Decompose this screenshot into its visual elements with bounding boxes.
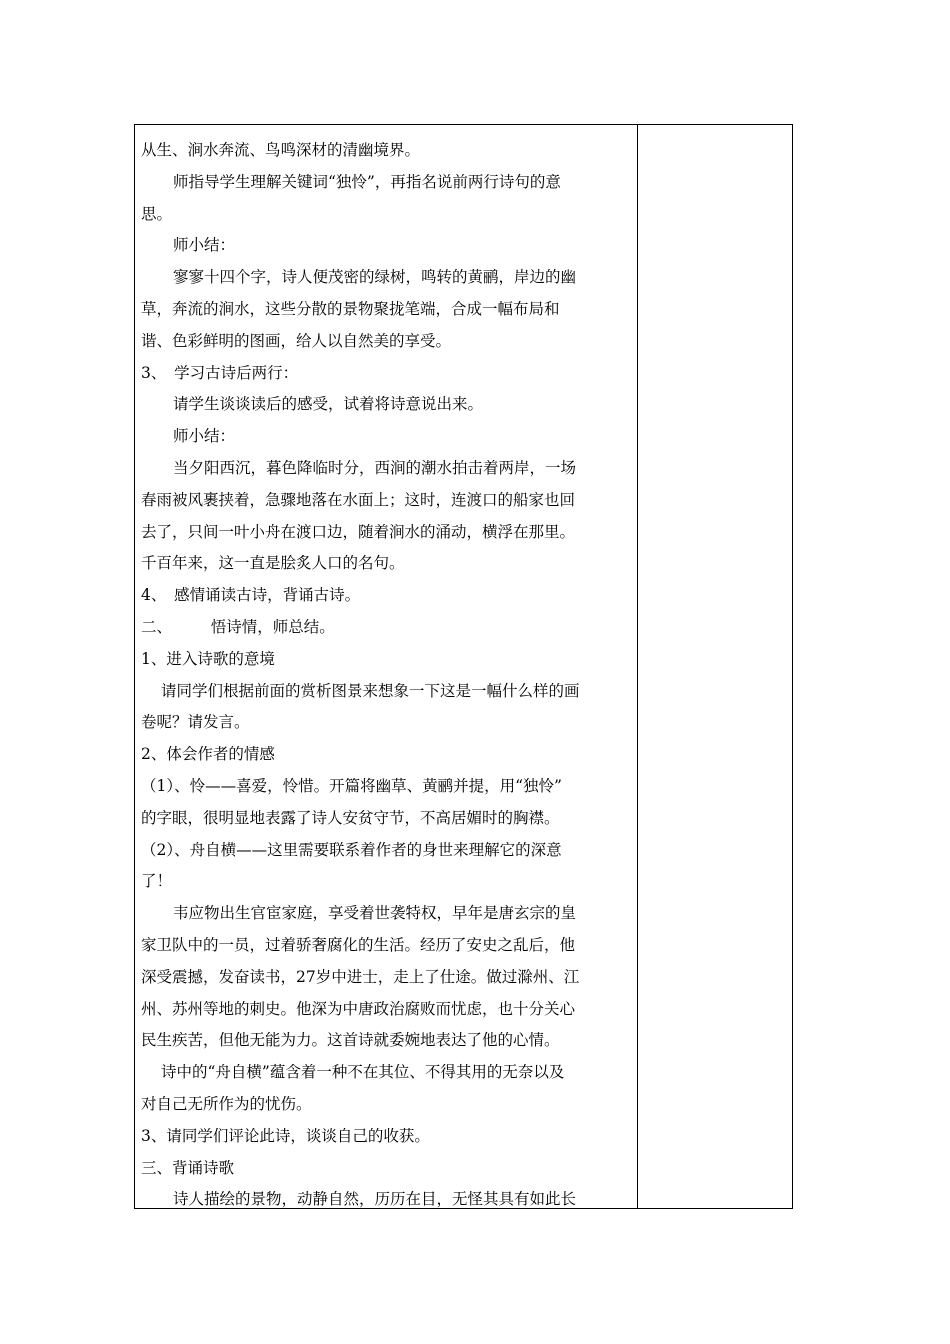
- text-line: 去了，只间一叶小舟在渡口边，随着涧水的涌动，横浮在那里。: [141, 522, 576, 541]
- lesson-content-cell: [141, 135, 629, 1216]
- text-line: 草，奔流的涧水，这些分散的景物聚拢笔端，合成一幅布局和: [141, 299, 560, 318]
- text-line: 谐、色彩鲜明的图画，给人以自然美的享受。: [141, 331, 452, 350]
- text-line: 师小结：: [173, 236, 236, 255]
- text-line: 千百年来，这一直是脍炙人口的名句。: [141, 554, 405, 573]
- text-line: 从生、涧水奔流、鸟鸣深材的清幽境界。: [141, 141, 421, 159]
- notes-cell: [638, 125, 792, 1208]
- text-line: 请学生谈谈读后的感受，试着将诗意说出来。: [173, 395, 484, 414]
- text-line: 三、背诵诗歌: [141, 1158, 235, 1177]
- text-line: 师小结：: [173, 427, 236, 446]
- text-line: 韦应物出生官宦家庭，享受着世袭特权，早年是唐玄宗的皇: [173, 904, 577, 923]
- text-line: 对自己无所作为的忧伤。: [141, 1094, 312, 1113]
- lesson-table: [134, 124, 793, 1209]
- text-line: 思。: [141, 204, 173, 223]
- text-line: 师指导学生理解关键词“独怜”，再指名说前两行诗句的意: [173, 172, 561, 191]
- text-line: 3、 学习古诗后两行：: [141, 363, 299, 382]
- text-line: 寥寥十四个字，诗人便茂密的绿树，鸣转的黄鹂，岸边的幽: [173, 268, 577, 287]
- text-line: （2）、舟自横——这里需要联系着作者的身世来理解它的深意: [141, 840, 562, 859]
- text-line: 二、 悟诗情，师总结。: [141, 617, 335, 636]
- text-line: 春雨被风裹挟着，急骤地落在水面上；这时，连渡口的船家也回: [141, 490, 576, 509]
- text-line: （1）、怜——喜爱，怜惜。开篇将幽草、黄鹂并提，用“独怜”: [141, 776, 562, 795]
- text-line: 了！: [141, 872, 173, 891]
- text-line: 1、进入诗歌的意境: [141, 649, 275, 668]
- text-line: 诗人描绘的景物，动静自然，历历在目，无怪其具有如此长: [173, 1190, 577, 1209]
- text-line: 家卫队中的一员，过着骄奢腐化的生活。经历了安史之乱后，他: [141, 935, 576, 954]
- text-line: 4、 感情诵读古诗，背诵古诗。: [141, 586, 361, 605]
- text-line: 卷呢？请发言。: [141, 713, 250, 732]
- text-line: 州、苏州等地的刺史。他深为中唐政治腐败而忧虑，也十分关心: [141, 999, 576, 1018]
- text-line: 深受震撼，发奋读书，27岁中进士，走上了仕途。做过滁州、江: [141, 967, 580, 986]
- text-line: 民生疾苦，但他无能为力。这首诗就委婉地表达了他的心情。: [141, 1031, 560, 1050]
- text-line: 当夕阳西沉，暮色降临时分，西涧的潮水拍击着两岸，一场: [173, 458, 577, 477]
- text-line: 3、请同学们评论此诗，谈谈自己的收获。: [141, 1126, 430, 1145]
- text-line: 诗中的“舟自横”蕴含着一种不在其位、不得其用的无奈以及: [161, 1063, 565, 1082]
- text-line: 请同学们根据前面的赏析图景来想象一下这是一幅什么样的画: [161, 681, 580, 700]
- text-line: 的字眼，很明显地表露了诗人安贫守节，不高居媚时的胸襟。: [141, 808, 560, 827]
- text-line: 2、体会作者的情感: [141, 745, 275, 764]
